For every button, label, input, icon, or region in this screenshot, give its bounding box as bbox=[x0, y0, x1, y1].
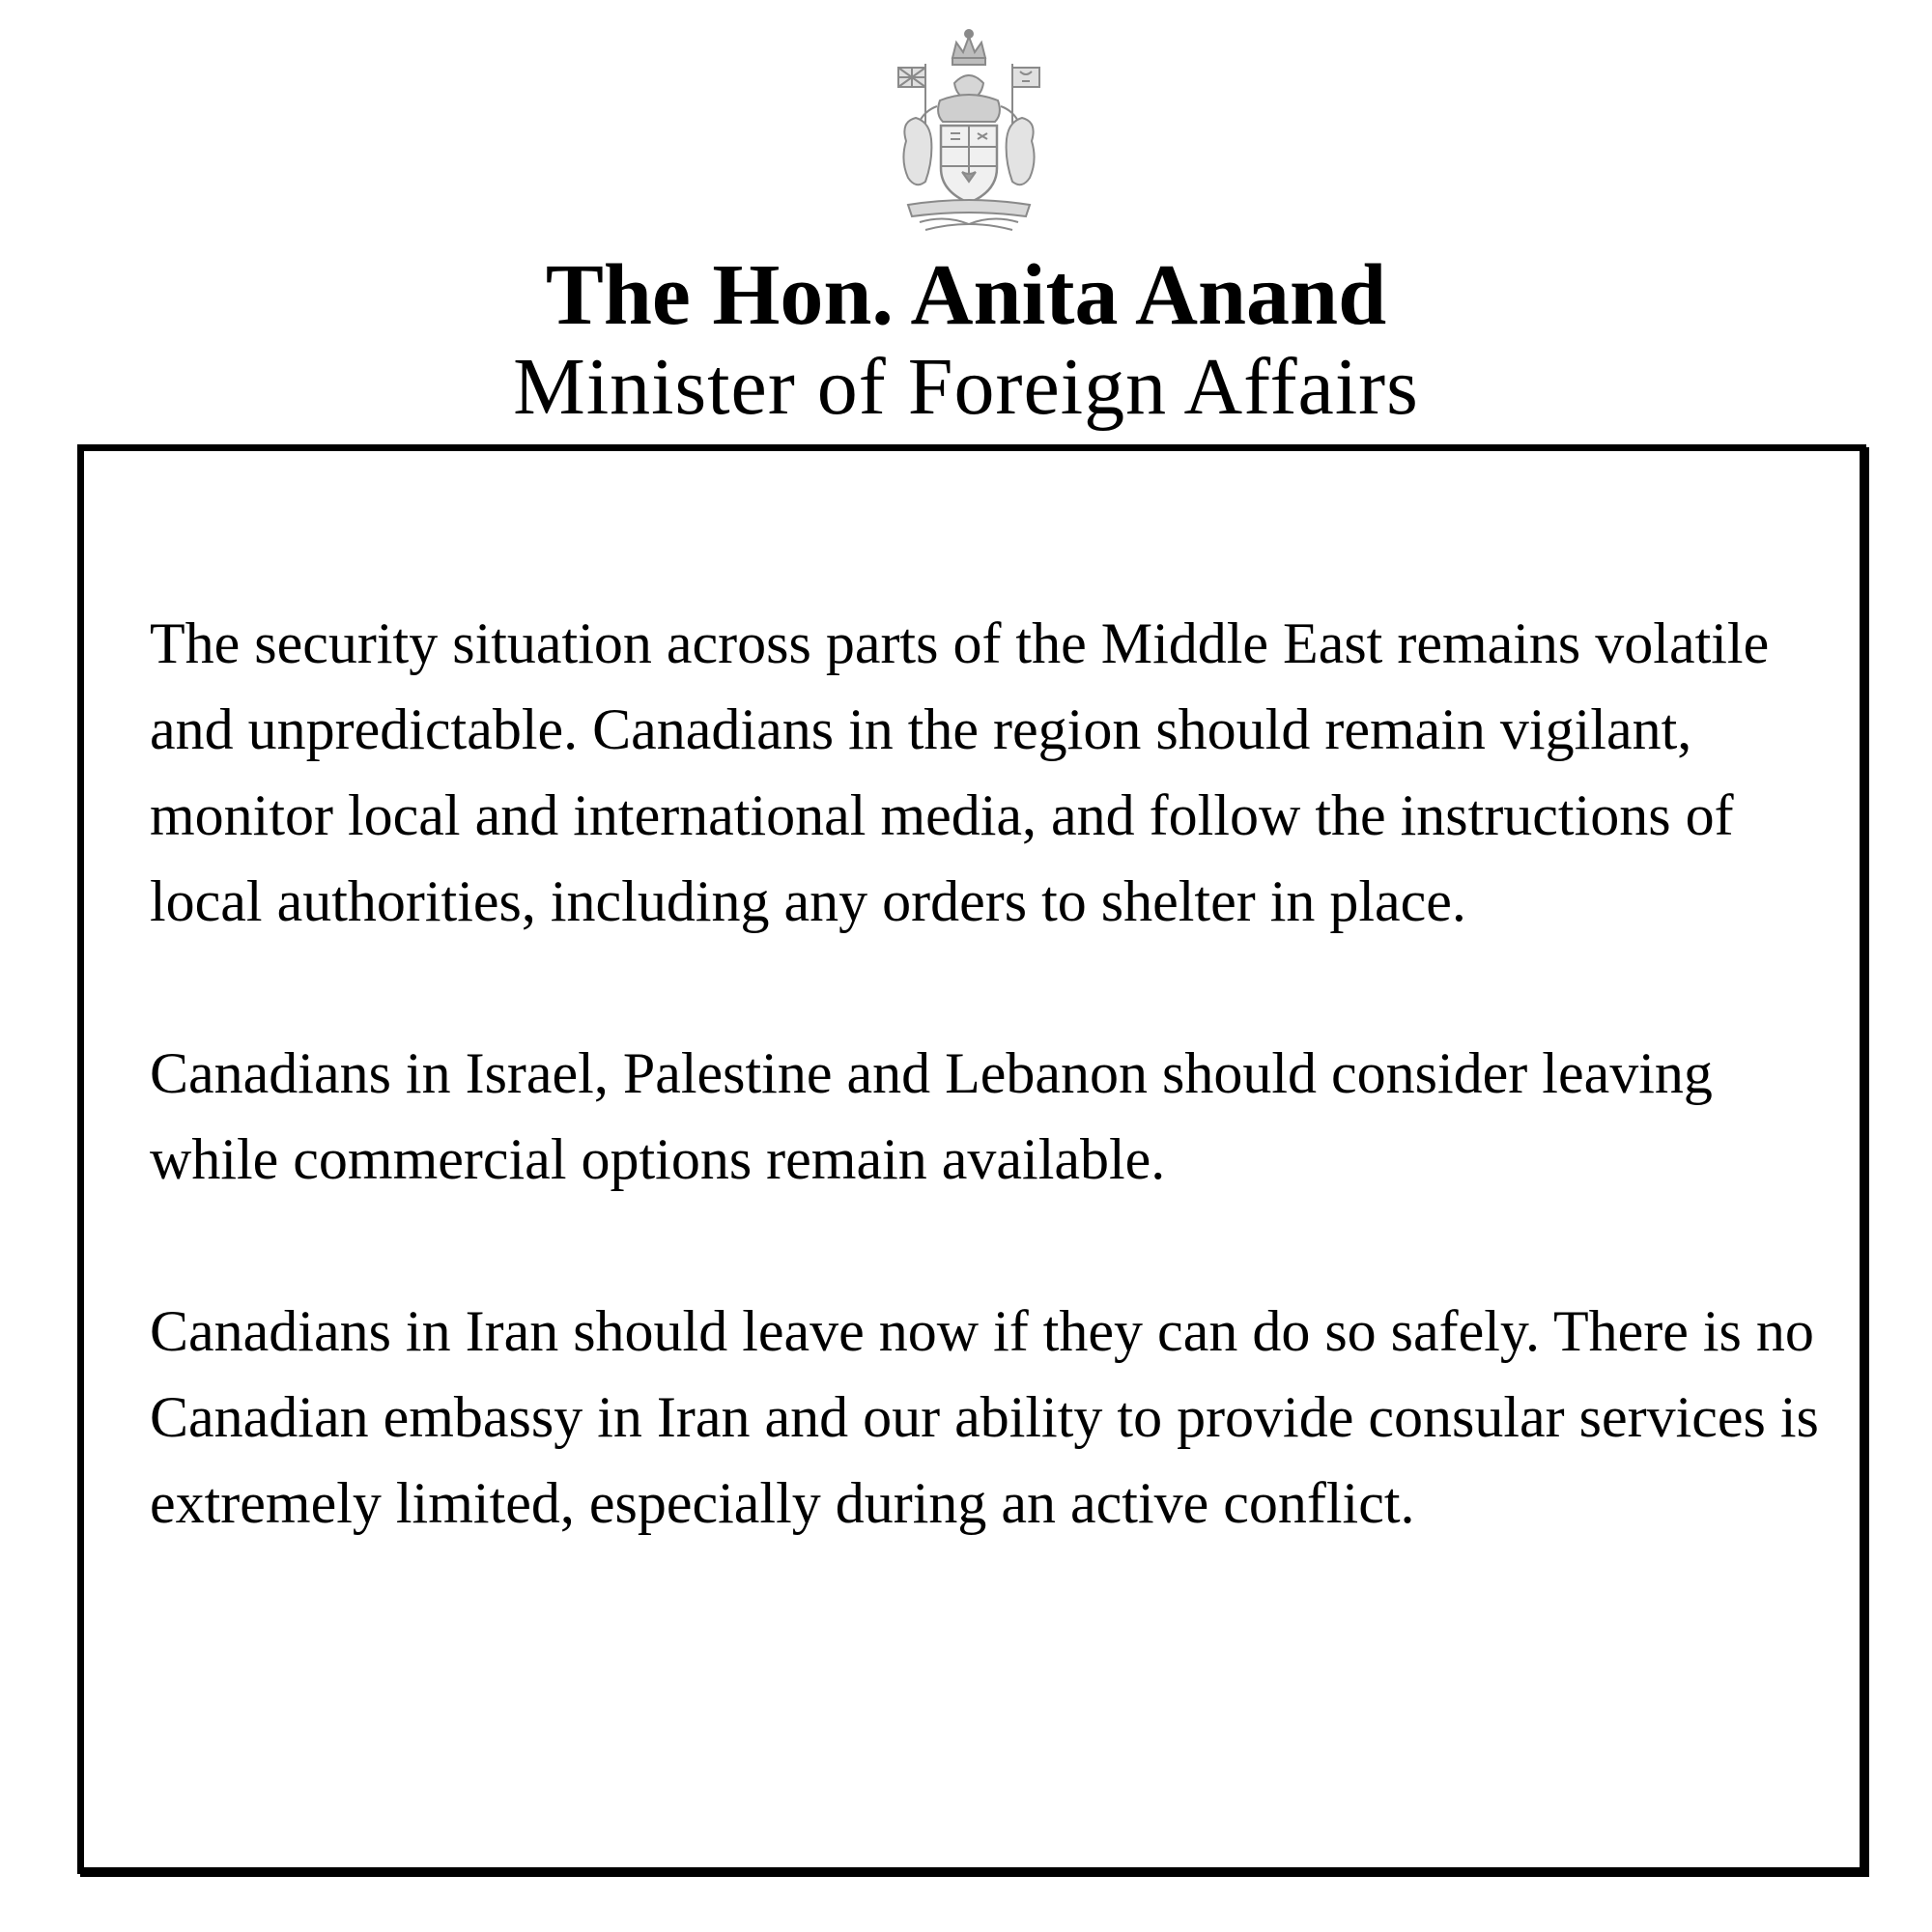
statement-paragraph: The security situation across parts of the Middle East remains volatile and unpredictable. Canadians in the region should remain vigilant, monitor local and international media, and follow the instructions of local authorities, including any orders to shelter in place. bbox=[150, 611, 1770, 933]
coat-of-arms-icon bbox=[887, 25, 1051, 238]
statement-body bbox=[150, 601, 1831, 1547]
minister-header bbox=[0, 249, 1932, 433]
minister-name: The Hon. Anita Anand bbox=[545, 247, 1387, 343]
minister-title: Minister of Foreign Affairs bbox=[513, 342, 1419, 432]
statement-paragraph: Canadians in Israel, Palestine and Lebanon should consider leaving while commercial options remain available. bbox=[150, 1041, 1713, 1191]
statement-paragraph: Canadians in Iran should leave now if they can do so safely. There is no Canadian embassy in Iran and our ability to provide consular services is extremely limited, especially during an active conflict. bbox=[150, 1299, 1819, 1535]
statement-box bbox=[77, 444, 1866, 1874]
